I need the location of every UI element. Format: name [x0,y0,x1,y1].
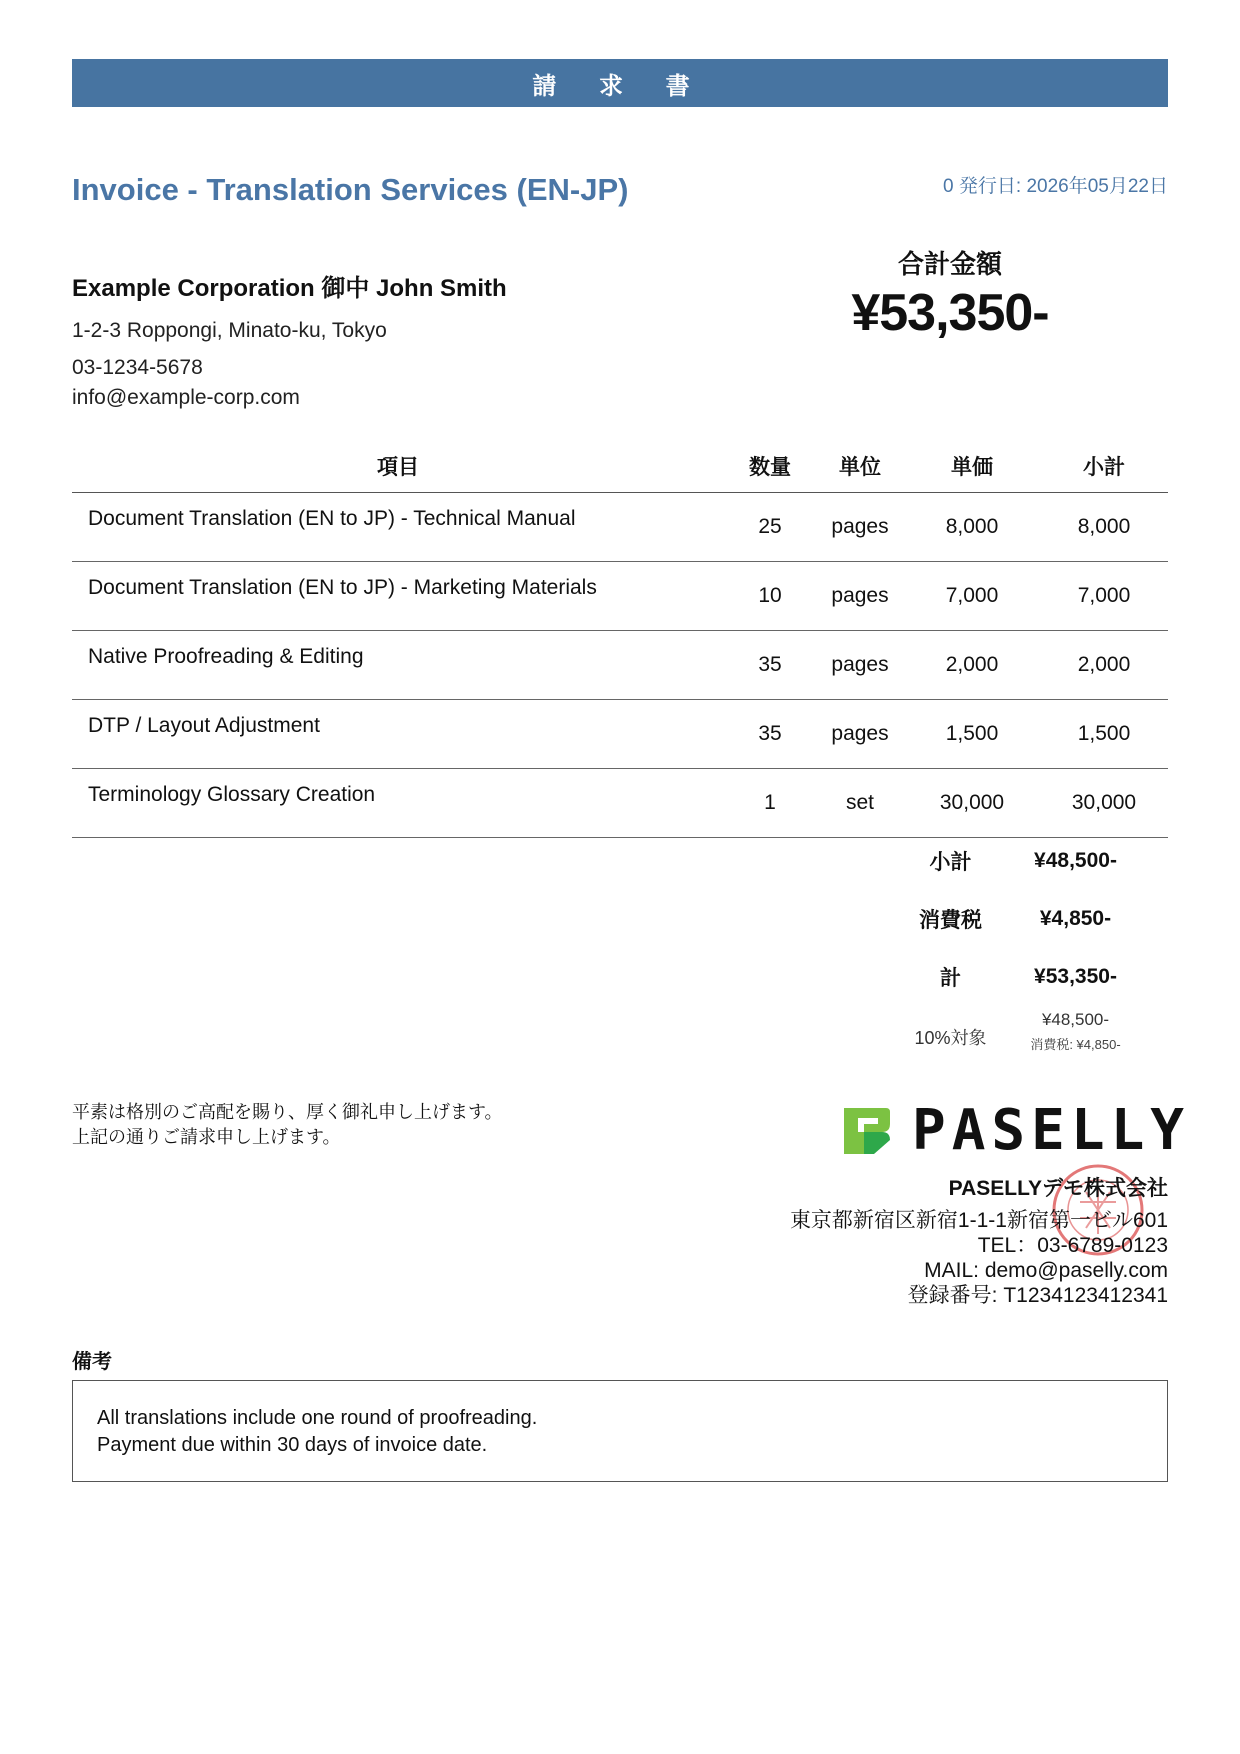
item-unit: set [816,769,904,838]
summary-tax-row [888,890,1138,948]
header-qty: 数量 [724,440,816,493]
item-subtotal: 30,000 [1040,769,1168,838]
client-address: 1-2-3 Roppongi, Minato-ku, Tokyo [72,319,387,342]
grand-total-box [800,244,1100,343]
tax-label: 消費税 [919,909,982,932]
client-phone: 03-1234-5678 [72,356,203,379]
logo-wordmark: PASELLY [912,1098,1191,1163]
issue-date: 0 発行日: 2026年05月22日 [943,176,1168,197]
item-description: DTP / Layout Adjustment [72,700,724,769]
table-row [72,700,1168,769]
subtotal-label: 小計 [929,851,972,874]
item-unit: pages [816,562,904,631]
summary-block [888,832,1138,1053]
tax-rate-breakdown [888,1010,1138,1053]
issuer-address: 東京都新宿区新宿1-1-1新宿第一ビル601 [789,1209,1168,1232]
tax-rate-tax: 消費税: ¥4,850- [1030,1037,1121,1052]
tax-rate-values [1013,1010,1138,1053]
item-price: 7,000 [904,562,1040,631]
item-qty: 25 [724,493,816,562]
client-name: Example Corporation 御中 John Smith [72,275,507,302]
item-qty: 35 [724,700,816,769]
item-description: Document Translation (EN to JP) - Technical Manual [72,493,724,562]
issuer-tel: TEL：03-6789-0123 [977,1234,1168,1257]
item-subtotal: 8,000 [1040,493,1168,562]
grand-total-label: 合計金額 [897,249,1002,279]
notes-label: 備考 [72,1351,112,1373]
total-value: ¥53,350- [1034,965,1117,988]
company-logo [838,1098,1190,1163]
notes-line: All translations include one round of proofreading. [97,1407,538,1429]
header-unit: 単位 [816,440,904,493]
summary-total-row [888,948,1138,1006]
item-price: 1,500 [904,700,1040,769]
item-description: Document Translation (EN to JP) - Marketing Materials [72,562,724,631]
table-row [72,562,1168,631]
paselly-logo-icon [838,1102,894,1160]
table-row [72,493,1168,562]
total-label: 計 [940,967,961,990]
item-qty: 35 [724,631,816,700]
invoice-title: Invoice - Translation Services (EN-JP) [72,172,629,207]
tax-rate-base: ¥48,500- [1041,1010,1110,1029]
item-description: Terminology Glossary Creation [72,769,724,838]
item-price: 8,000 [904,493,1040,562]
issuer-name: PASELLYデモ株式会社 [948,1177,1168,1200]
item-price: 2,000 [904,631,1040,700]
greeting-text [72,1100,503,1150]
item-unit: pages [816,493,904,562]
tax-value: ¥4,850- [1039,907,1112,930]
grand-total-amount: ¥53,350- [851,284,1049,342]
item-unit: pages [816,631,904,700]
notes-line: Payment due within 30 days of invoice date. [97,1434,488,1456]
issuer-mail: MAIL: demo@paselly.com [924,1259,1168,1282]
header-subtotal: 小計 [1040,440,1168,493]
greeting-line: 平素は格別のご高配を賜り、厚く御礼申し上げます。 [72,1102,503,1122]
greeting-line: 上記の通りご請求申し上げます。 [72,1127,341,1147]
summary-subtotal-row [888,832,1138,890]
table-row [72,631,1168,700]
table-row [72,769,1168,838]
item-unit: pages [816,700,904,769]
item-subtotal: 2,000 [1040,631,1168,700]
table-header-row [72,440,1168,493]
item-qty: 1 [724,769,816,838]
header-price: 単価 [904,440,1040,493]
tax-rate-label: 10%対象 [914,1028,987,1048]
item-qty: 10 [724,562,816,631]
issuer-block [790,1172,1168,1308]
item-price: 30,000 [904,769,1040,838]
item-subtotal: 1,500 [1040,700,1168,769]
subtotal-value: ¥48,500- [1034,849,1117,872]
client-block [72,268,507,410]
item-subtotal: 7,000 [1040,562,1168,631]
issuer-registration: 登録番号: T1234123412341 [907,1284,1168,1307]
notes-box [72,1380,1168,1482]
item-description: Native Proofreading & Editing [72,631,724,700]
line-items-table [72,440,1168,838]
header-item: 項目 [72,440,724,493]
client-email: info@example-corp.com [72,386,300,409]
document-banner: 請 求 書 [72,59,1168,107]
